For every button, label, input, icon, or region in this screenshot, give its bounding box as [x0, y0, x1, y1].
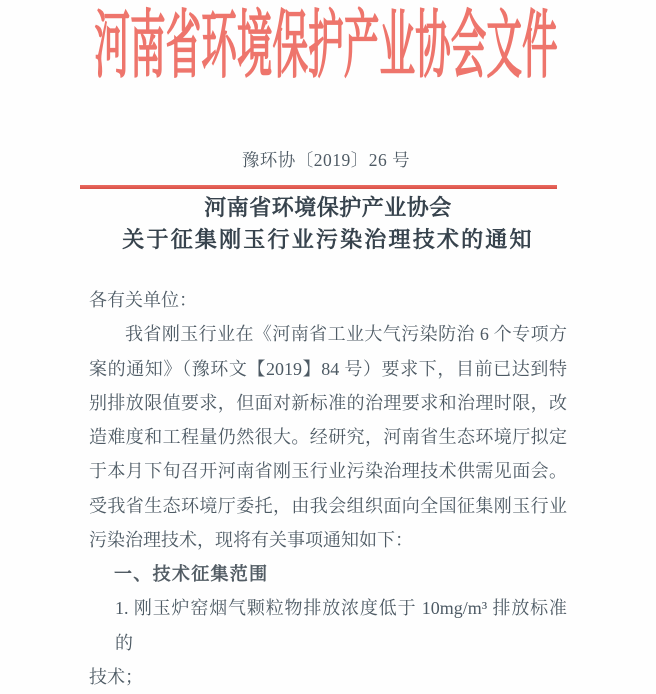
- body-line: 污染治理技术，现将有关事项通知如下：: [89, 529, 413, 550]
- body-line: 造难度和工程量仍然很大。经研究，河南省生态环境厅拟定: [89, 427, 567, 447]
- notice-title-line1: 河南省环境保护产业协会: [204, 195, 452, 220]
- list-item-continuation: 技术；: [89, 666, 143, 687]
- body-line: 于本月下旬召开河南省刚玉行业污染治理技术供需见面会。: [89, 461, 567, 482]
- body-line: 受我省生态环境厅委托，由我会组织面向全国征集刚玉行业: [89, 495, 567, 516]
- body-line: 我省刚玉行业在《河南省工业大气污染防治 6 个专项方: [125, 324, 567, 345]
- letterhead-title: 河南省环境保护产业协会文件: [94, 4, 558, 87]
- notice-title-line2: 关于征集刚玉行业污染治理技术的通知: [122, 227, 534, 252]
- document-body: [89, 283, 567, 694]
- red-divider-line: [80, 185, 557, 189]
- document-number: 豫环协〔2019〕26 号: [241, 150, 411, 170]
- body-line: 案的通知》（豫环文【2019】84 号）要求下，目前已达到特: [89, 358, 567, 379]
- list-item: 1. 刚玉炉窑烟气颗粒物排放浓度低于 10mg/m³ 排放标准的: [115, 598, 567, 653]
- section-heading: 一、技术征集范围: [114, 564, 269, 584]
- salutation: 各有关单位：: [89, 290, 197, 310]
- body-line: 别排放限值要求，但面对新标准的治理要求和治理时限，改: [89, 392, 567, 413]
- notice-title: [0, 192, 656, 256]
